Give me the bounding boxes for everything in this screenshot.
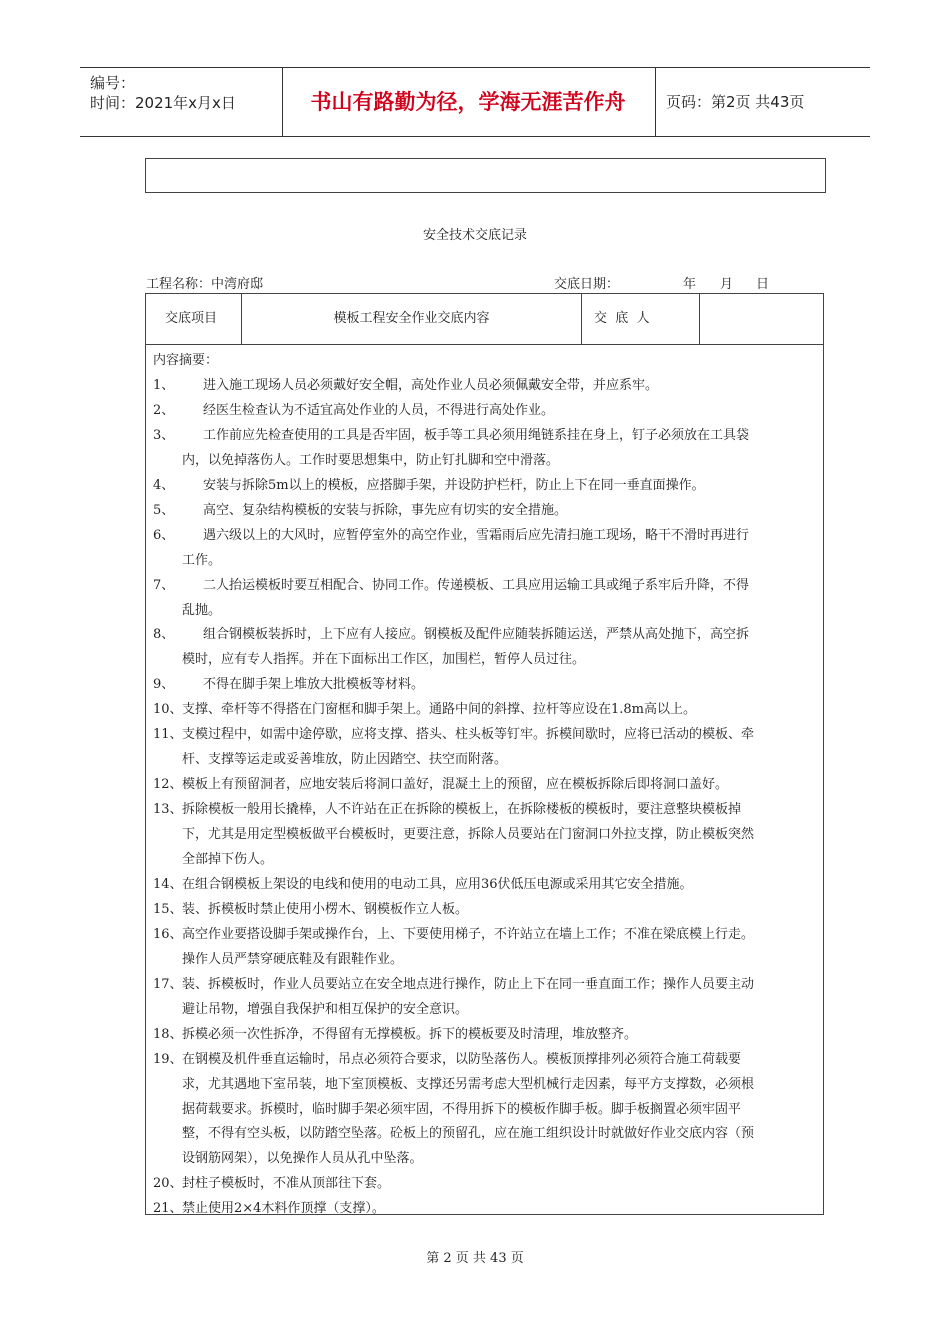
item-number: 14、 xyxy=(153,876,183,892)
document-title: 安全技术交底记录 xyxy=(422,228,527,243)
project-name: 工程名称：中湾府邸 xyxy=(146,277,264,292)
item-number: 2、 xyxy=(153,402,175,418)
item-text: 支模过程中，如需中途停歇，应将支撑、搭头、柱头板等钉牢。拆模间歇时，应将已活动的模板、牵 xyxy=(182,727,755,743)
item-text: 模板上有预留洞者，应地安装后将洞口盖好，混凝土上的预留，应在模板拆除后即将洞口盖好。 xyxy=(182,777,729,793)
item-text: 内，以免掉落伤人。工作时要思想集中，防止钉扎脚和空中滑落。 xyxy=(182,452,560,468)
item-text: 工作。 xyxy=(182,552,222,568)
item-text: 在钢模及机件垂直运输时，吊点必须符合要求，以防坠落伤人。模板顶撑排列必须符合施工荷载要 xyxy=(182,1051,742,1067)
item-text: 工作前应先检查使用的工具是否牢固，板手等工具必须用绳链系挂在身上，钉子必须放在工具袋 xyxy=(203,427,750,443)
item-text: 操作人员严禁穿硬底鞋及有跟鞋作业。 xyxy=(182,951,404,967)
item-number: 11、 xyxy=(153,727,183,743)
item-number: 8、 xyxy=(153,627,175,643)
page-footer: 第 2 页 共 43 页 xyxy=(426,1251,524,1266)
item-text: 设钢筋网架），以免操作人员从孔中坠落。 xyxy=(182,1151,423,1167)
item-text: 模时，应有专人指挥。并在下面标出工作区，加围栏，暂停人员过往。 xyxy=(182,652,586,668)
item-label: 交底项目 xyxy=(165,311,218,326)
empty-box xyxy=(145,158,826,193)
item-number: 18、 xyxy=(153,1026,183,1042)
item-value: 模板工程安全作业交底内容 xyxy=(333,311,490,326)
item-text: 整，不得有空头板，以防踏空坠落。砼板上的预留孔，应在施工组织设计时就做好作业交底内容（预 xyxy=(182,1126,755,1142)
item-number: 5、 xyxy=(153,502,175,518)
cell-divider xyxy=(699,294,700,344)
item-text: 经医生检查认为不适宜高处作业的人员，不得进行高处作业。 xyxy=(203,402,555,418)
item-text: 乱抛。 xyxy=(182,602,222,618)
record-table xyxy=(145,293,824,1215)
header-divider xyxy=(655,68,656,136)
item-number: 3、 xyxy=(153,427,175,443)
item-text: 拆除模板一般用长撬棒，人不许站在正在拆除的模板上，在拆除楼板的模板时，要注意整块模板掉 xyxy=(182,802,742,818)
item-number: 20、 xyxy=(153,1176,183,1192)
item-text: 在组合钢模板上架设的电线和使用的电动工具，应用36伏低压电源或采用其它安全措施。 xyxy=(182,876,693,892)
item-text: 遇六级以上的大风时，应暂停室外的高空作业，雪霜雨后应先清扫施工现场，略干不滑时再进行 xyxy=(203,527,750,543)
item-text: 求，尤其遇地下室吊装，地下室顶模板、支撑还另需考虑大型机械行走因素，每平方支撑数，必须根 xyxy=(182,1076,755,1092)
motto: 书山有路勤为径，学海无涯苦作舟 xyxy=(310,90,626,114)
item-text: 据荷载要求。拆模时，临时脚手架必须牢固，不得用拆下的模板作脚手板。脚手板搁置必须牢固平 xyxy=(182,1101,742,1117)
item-text: 二人抬运模板时要互相配合、协同工作。传递模板、工具应用运输工具或绳子系牢后升降，不得 xyxy=(203,577,750,593)
item-text: 不得在脚手架上堆放大批模板等材料。 xyxy=(203,677,425,693)
row-divider xyxy=(146,344,823,345)
item-text: 高空作业要搭设脚手架或操作台，上、下要使用梯子，不许站立在墙上工作；不准在梁底模上行走。 xyxy=(182,926,755,942)
cell-divider xyxy=(581,294,582,344)
item-number: 21、 xyxy=(153,1201,183,1217)
date-month: 月 xyxy=(720,277,734,292)
page-header xyxy=(80,67,870,137)
item-text: 全部掉下伤人。 xyxy=(182,852,274,867)
item-text: 高空、复杂结构模板的安装与拆除，事先应有切实的安全措施。 xyxy=(203,502,568,518)
person-label: 交 底 人 xyxy=(594,311,650,326)
date-year: 年 xyxy=(683,277,697,292)
item-text: 封柱子模板时，不准从顶部往下套。 xyxy=(182,1176,391,1192)
item-number: 17、 xyxy=(153,976,183,992)
item-text: 安装与拆除5m以上的模板，应搭脚手架，并设防护栏杆，防止上下在同一垂直面操作。 xyxy=(203,477,705,493)
item-number: 13、 xyxy=(153,802,183,818)
item-number: 4、 xyxy=(153,477,175,493)
header-info-cell xyxy=(80,68,280,136)
item-text: 拆模必须一次性拆净，不得留有无撑模板。拆下的模板要及时清理，堆放整齐。 xyxy=(182,1026,638,1042)
item-number: 9、 xyxy=(153,677,175,693)
summary-label: 内容摘要： xyxy=(153,353,219,368)
item-number: 6、 xyxy=(153,527,175,543)
item-text: 禁止使用2×4木料作顶撑（支撑）。 xyxy=(182,1201,385,1217)
date-label: 交底日期： xyxy=(554,277,620,292)
item-text: 杆、支撑等运走或妥善堆放，防止因踏空、扶空而附落。 xyxy=(182,752,508,768)
date-day: 日 xyxy=(756,277,770,292)
item-number: 12、 xyxy=(153,777,183,793)
item-text: 进入施工现场人员必须戴好安全帽，高处作业人员必须佩戴安全带，并应系牢。 xyxy=(203,377,659,393)
item-number: 1、 xyxy=(153,377,175,393)
item-text: 装、拆模板时禁止使用小楞木、钢模板作立人板。 xyxy=(182,901,469,917)
item-text: 支撑、牵杆等不得搭在门窗框和脚手架上。通路中间的斜撑、拉杆等应设在1.8m高以上。 xyxy=(182,702,697,718)
item-number: 16、 xyxy=(153,926,183,942)
item-number: 15、 xyxy=(153,901,183,917)
item-number: 19、 xyxy=(153,1051,183,1067)
time-label: 时间：2021年x月x日 xyxy=(90,94,236,112)
number-label: 编号： xyxy=(90,74,136,92)
page-info: 页码：第2页 共43页 xyxy=(666,93,805,111)
item-number: 7、 xyxy=(153,577,175,593)
item-text: 装、拆模板时，作业人员要站立在安全地点进行操作，防止上下在同一垂直面工作；操作人员要主动 xyxy=(182,976,755,992)
item-text: 避让吊物，增强自我保护和相互保护的安全意识。 xyxy=(182,1001,469,1017)
item-text: 下，尤其是用定型模板做平台模板时，更要注意，拆除人员要站在门窗洞口外拉支撑，防止模板突然 xyxy=(182,827,755,843)
item-number: 10、 xyxy=(153,702,183,718)
item-text: 组合钢模板装拆时，上下应有人接应。钢模板及配件应随装拆随运送，严禁从高处抛下，高空拆 xyxy=(203,627,750,643)
